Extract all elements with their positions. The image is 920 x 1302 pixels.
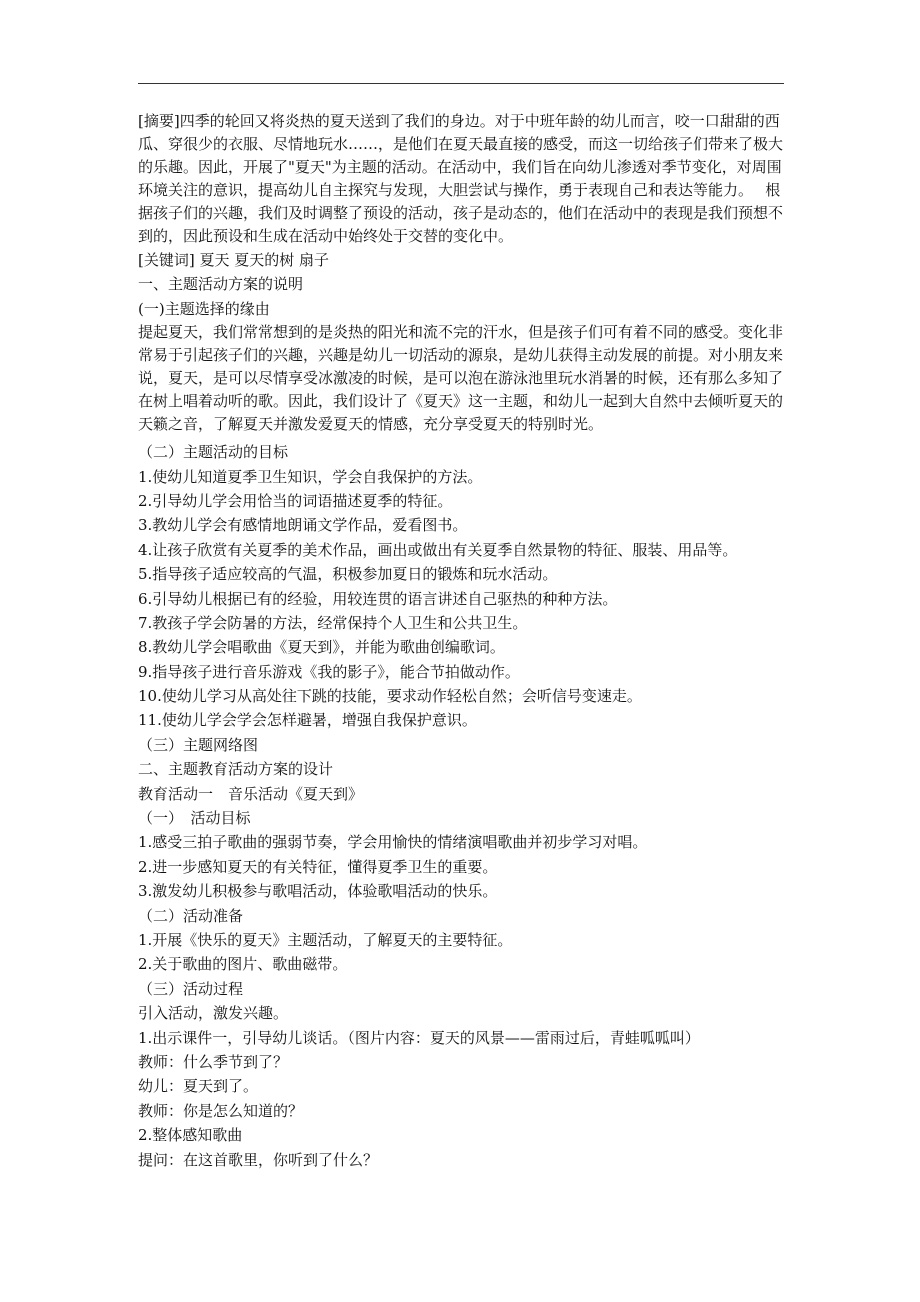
activity-title: 教育活动一 音乐活动《夏天到》 bbox=[138, 784, 364, 803]
process-line: 2.整体感知歌曲 bbox=[138, 1126, 243, 1145]
reason-paragraph: 提起夏天，我们常常想到的是炎热的阳光和流不完的汗水，但是孩子们可有着不同的感受。变化非常易于引起孩子们的兴趣，兴趣是幼儿一切活动的源泉，是幼儿获得主动发展的前提。对小朋友来说，夏天，是可以尽情享受冰激凌的时候，是可以泡在游泳池里玩水消暑的时候，还有那么多知了在树上唱着动听的歌。因此，我们设计了《夏天》这一主题，和幼儿一起到大自然中去倾听夏天的天籁之音，了解夏天并激发爱夏天的情感，充分享受夏天的特别时光。 bbox=[138, 323, 784, 433]
document-body bbox=[138, 110, 786, 1172]
goal-item: 6.引导幼儿根据已有的经验，用较连贯的语言讲述自己驱热的种种方法。 bbox=[138, 589, 618, 608]
process-line: 教师：什么季节到了？ bbox=[138, 1052, 289, 1071]
subsection-heading: （三）主题网络图 bbox=[138, 735, 259, 754]
section-heading: 一、主题活动方案的说明 bbox=[138, 275, 304, 294]
activity-goal-item: 1.感受三拍子歌曲的强弱节奏，学会用愉快的情绪演唱歌曲并初步学习对唱。 bbox=[138, 833, 648, 852]
keywords-line: [关键词] 夏天 夏天的树 扇子 bbox=[138, 251, 330, 269]
process-line: 1.出示课件一，引导幼儿谈话。（图片内容：夏天的风景——雷雨过后，青蛙呱呱叫） bbox=[138, 1028, 700, 1047]
goal-item: 5.指导孩子适应较高的气温，积极参加夏日的锻炼和玩水活动。 bbox=[138, 565, 558, 584]
goal-item: 1.使幼儿知道夏季卫生知识，学会自我保护的方法。 bbox=[138, 467, 483, 486]
process-line: 提问：在这首歌里，你听到了什么？ bbox=[138, 1150, 379, 1169]
goal-item: 7.教孩子学会防暑的方法，经常保持个人卫生和公共卫生。 bbox=[138, 613, 528, 632]
prep-item: 2.关于歌曲的图片、歌曲磁带。 bbox=[138, 955, 348, 974]
goal-item: 9.指导孩子进行音乐游戏《我的影子》，能合节拍做动作。 bbox=[138, 662, 520, 681]
goal-item: 2.引导幼儿学会用恰当的词语描述夏季的特征。 bbox=[138, 491, 453, 510]
process-line: 引入活动，激发兴趣。 bbox=[138, 1004, 289, 1023]
process-line: 幼儿：夏天到了。 bbox=[138, 1077, 259, 1096]
subsection-heading: （二）主题活动的目标 bbox=[138, 443, 289, 462]
process-line: 教师：你是怎么知道的？ bbox=[138, 1101, 304, 1120]
subsection-heading: （二）活动准备 bbox=[138, 906, 244, 925]
goal-item: 4.让孩子欣赏有关夏季的美术作品，画出或做出有关夏季自然景物的特征、服装、用品等。 bbox=[138, 540, 738, 559]
activity-goal-item: 3.激发幼儿积极参与歌唱活动，体验歌唱活动的快乐。 bbox=[138, 882, 498, 901]
prep-item: 1.开展《快乐的夏天》主题活动，了解夏天的主要特征。 bbox=[138, 930, 513, 949]
header-rule bbox=[138, 83, 784, 84]
subsection-heading: （三）活动过程 bbox=[138, 979, 244, 998]
activity-goal-item: 2.进一步感知夏天的有关特征，懂得夏季卫生的重要。 bbox=[138, 857, 498, 876]
abstract-paragraph: [摘要]四季的轮回又将炎热的夏天送到了我们的身边。对于中班年龄的幼儿而言，咬一口甜甜的西瓜、穿很少的衣服、尽情地玩水……，是他们在夏天最直接的感受，而这一切给孩子们带来了极大的乐趣。因此，开展了"夏天"为主题的活动。在活动中，我们旨在向幼儿渗透对季节变化，对周围环境关注的意识，提高幼儿自主探究与发现，大胆尝试与操作，勇于表现自己和表达等能力。 根据孩子们的兴趣，我们及时调整了预设的活动，孩子是动态的，他们在活动中的表现是我们预想不到的，因此预设和生成在活动中始终处于交替的变化中。 bbox=[138, 112, 784, 245]
subsection-heading: (一)主题选择的缘由 bbox=[138, 299, 270, 318]
section-heading: 二、主题教育活动方案的设计 bbox=[138, 760, 334, 779]
goal-item: 3.教幼儿学会有感情地朗诵文学作品，爱看图书。 bbox=[138, 516, 468, 535]
goal-item: 11.使幼儿学会学会怎样避暑，增强自我保护意识。 bbox=[138, 711, 477, 730]
goal-item: 10.使幼儿学习从高处往下跳的技能，要求动作轻松自然；会听信号变速走。 bbox=[138, 687, 642, 706]
subsection-heading: （一） 活动目标 bbox=[138, 809, 251, 828]
goal-item: 8.教幼儿学会唱歌曲《夏天到》，并能为歌曲创编歌词。 bbox=[138, 638, 505, 657]
